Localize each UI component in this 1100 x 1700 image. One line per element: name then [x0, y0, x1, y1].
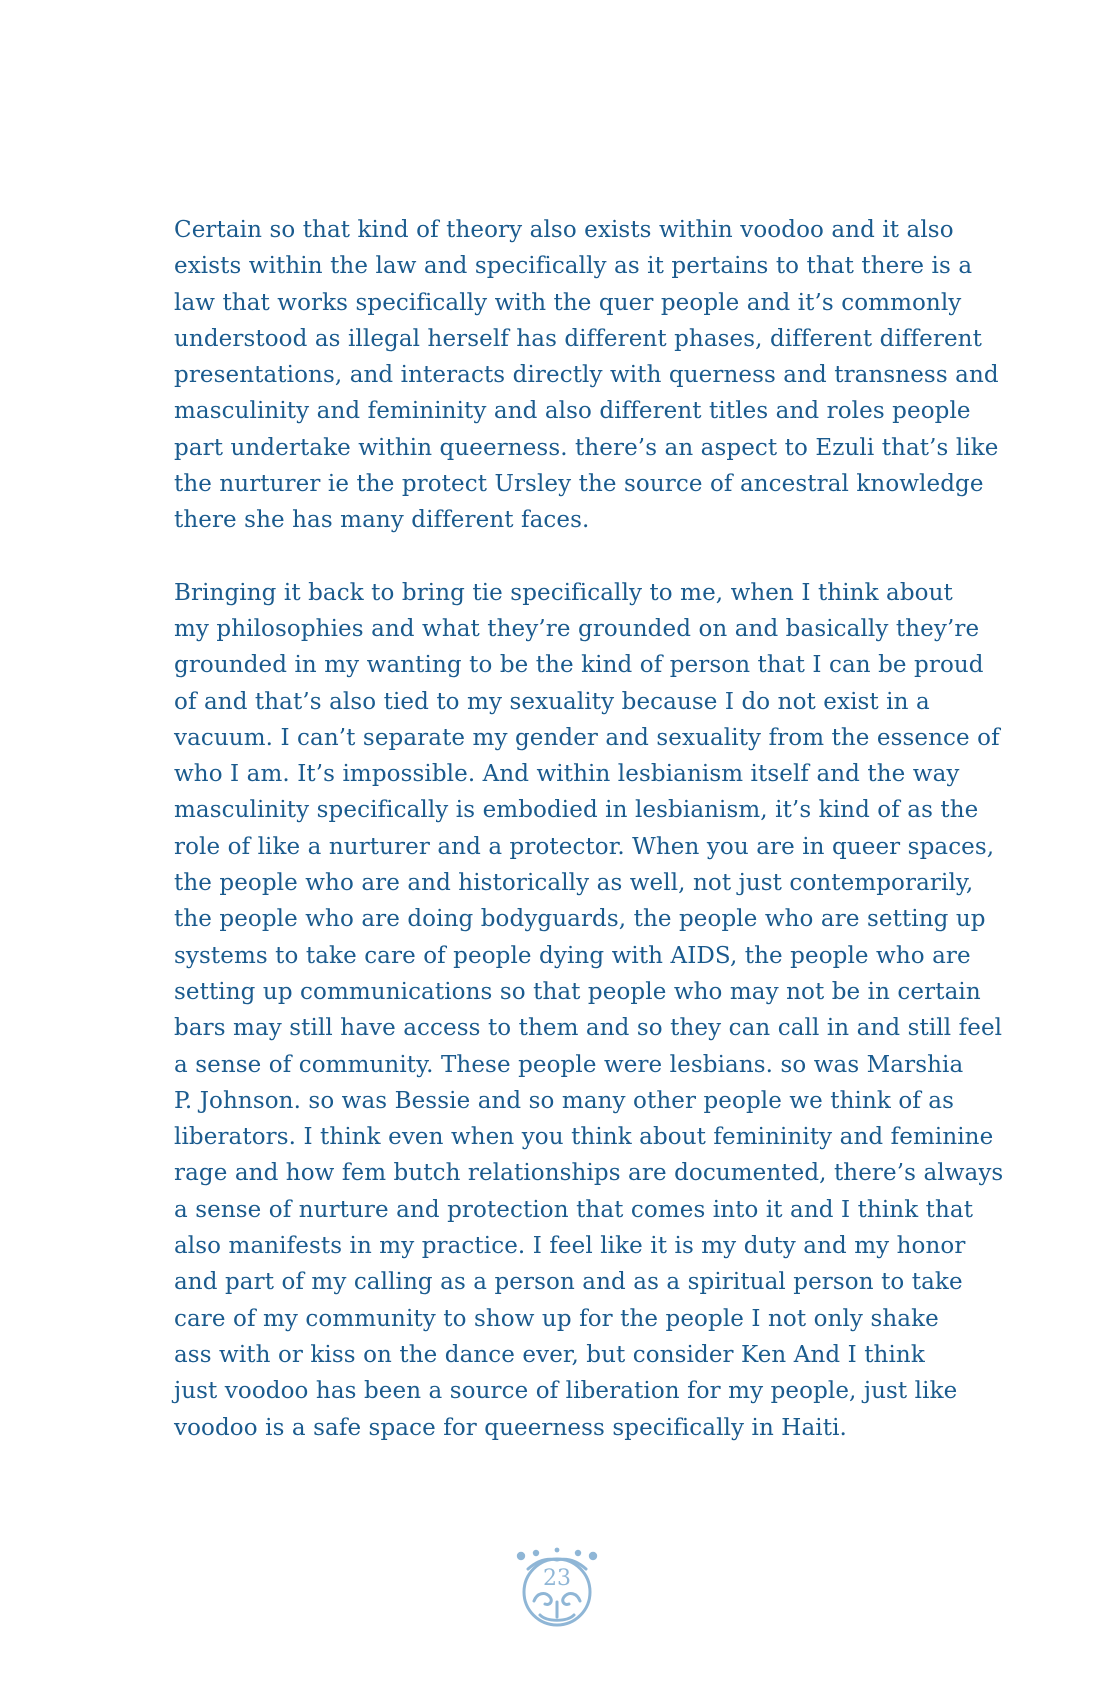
- text-line: setting up communications so that people who may not be in certain: [174, 978, 981, 1005]
- text-line: who I am. It’s impossible. And within lesbianism itself and the way: [174, 761, 960, 788]
- page-number-ornament: [512, 1545, 602, 1633]
- text-line: Certain so that kind of theory also exists within voodoo and it also: [174, 217, 954, 243]
- text-line: Bringing it back to bring tie specifically to me, when I think about: [174, 579, 953, 606]
- text-line: the nurturer ie the protect Ursley the source of ancestral knowledge: [174, 471, 984, 498]
- text-line: presentations, and interacts directly with querness and transness and: [174, 362, 999, 389]
- text-line: P. Johnson. so was Bessie and so many other people we think of as: [174, 1087, 955, 1114]
- text-line: law that works specifically with the quer people and it’s commonly: [174, 289, 962, 316]
- text-line: ass with or kiss on the dance ever, but consider Ken And I think: [174, 1341, 925, 1368]
- text-line: masculinity and femininity and also different titles and roles people: [174, 398, 971, 425]
- text-line: understood as illegal herself has different phases, different different: [174, 325, 982, 352]
- text-line: vacuum. I can’t separate my gender and sexuality from the essence of: [174, 724, 1000, 751]
- text-line: care of my community to show up for the people I not only shake: [174, 1305, 939, 1332]
- text-line: part undertake within queerness. there’s an aspect to Ezuli that’s like: [174, 434, 999, 461]
- text-line: a sense of nurture and protection that comes into it and I think that: [174, 1196, 974, 1223]
- paragraph-1: [174, 212, 999, 539]
- body-text: [174, 212, 1004, 1446]
- text-line: the people who are doing bodyguards, the people who are setting up: [174, 906, 986, 933]
- text-line: role of like a nurturer and a protector. When you are in queer spaces,: [174, 833, 995, 860]
- text-line: bars may still have access to them and so they can call in and still feel: [174, 1015, 1003, 1042]
- text-line: just voodoo has been a source of liberation for my people, just like: [174, 1378, 958, 1405]
- text-line: the people who are and historically as well, not just contemporarily,: [174, 870, 974, 897]
- text-line: systems to take care of people dying with AIDS, the people who are: [174, 942, 971, 969]
- text-line: liberators. I think even when you think about femininity and feminine: [174, 1124, 994, 1151]
- text-line: masculinity specifically is embodied in lesbianism, it’s kind of as the: [174, 797, 979, 824]
- text-line: and part of my calling as a person and as a spiritual person to take: [174, 1269, 963, 1296]
- text-line: also manifests in my practice. I feel like it is my duty and my honor: [174, 1233, 966, 1260]
- text-line: voodoo is a safe space for queerness specifically in Haiti.: [174, 1414, 847, 1441]
- page-number: 23: [543, 1566, 571, 1591]
- text-line: my philosophies and what they’re grounded on and basically they’re: [174, 615, 980, 642]
- text-line: rage and how fem butch relationships are documented, there’s always: [174, 1160, 1004, 1187]
- text-line: a sense of community. These people were lesbians. so was Marshia: [174, 1051, 964, 1078]
- text-line: exists within the law and specifically as it pertains to that there is a: [174, 253, 973, 280]
- text-line: grounded in my wanting to be the kind of person that I can be proud: [174, 652, 984, 679]
- text-line: there she has many different faces.: [174, 507, 590, 534]
- text-line: of and that’s also tied to my sexuality because I do not exist in a: [174, 688, 930, 715]
- paragraph-2: [174, 575, 1004, 1446]
